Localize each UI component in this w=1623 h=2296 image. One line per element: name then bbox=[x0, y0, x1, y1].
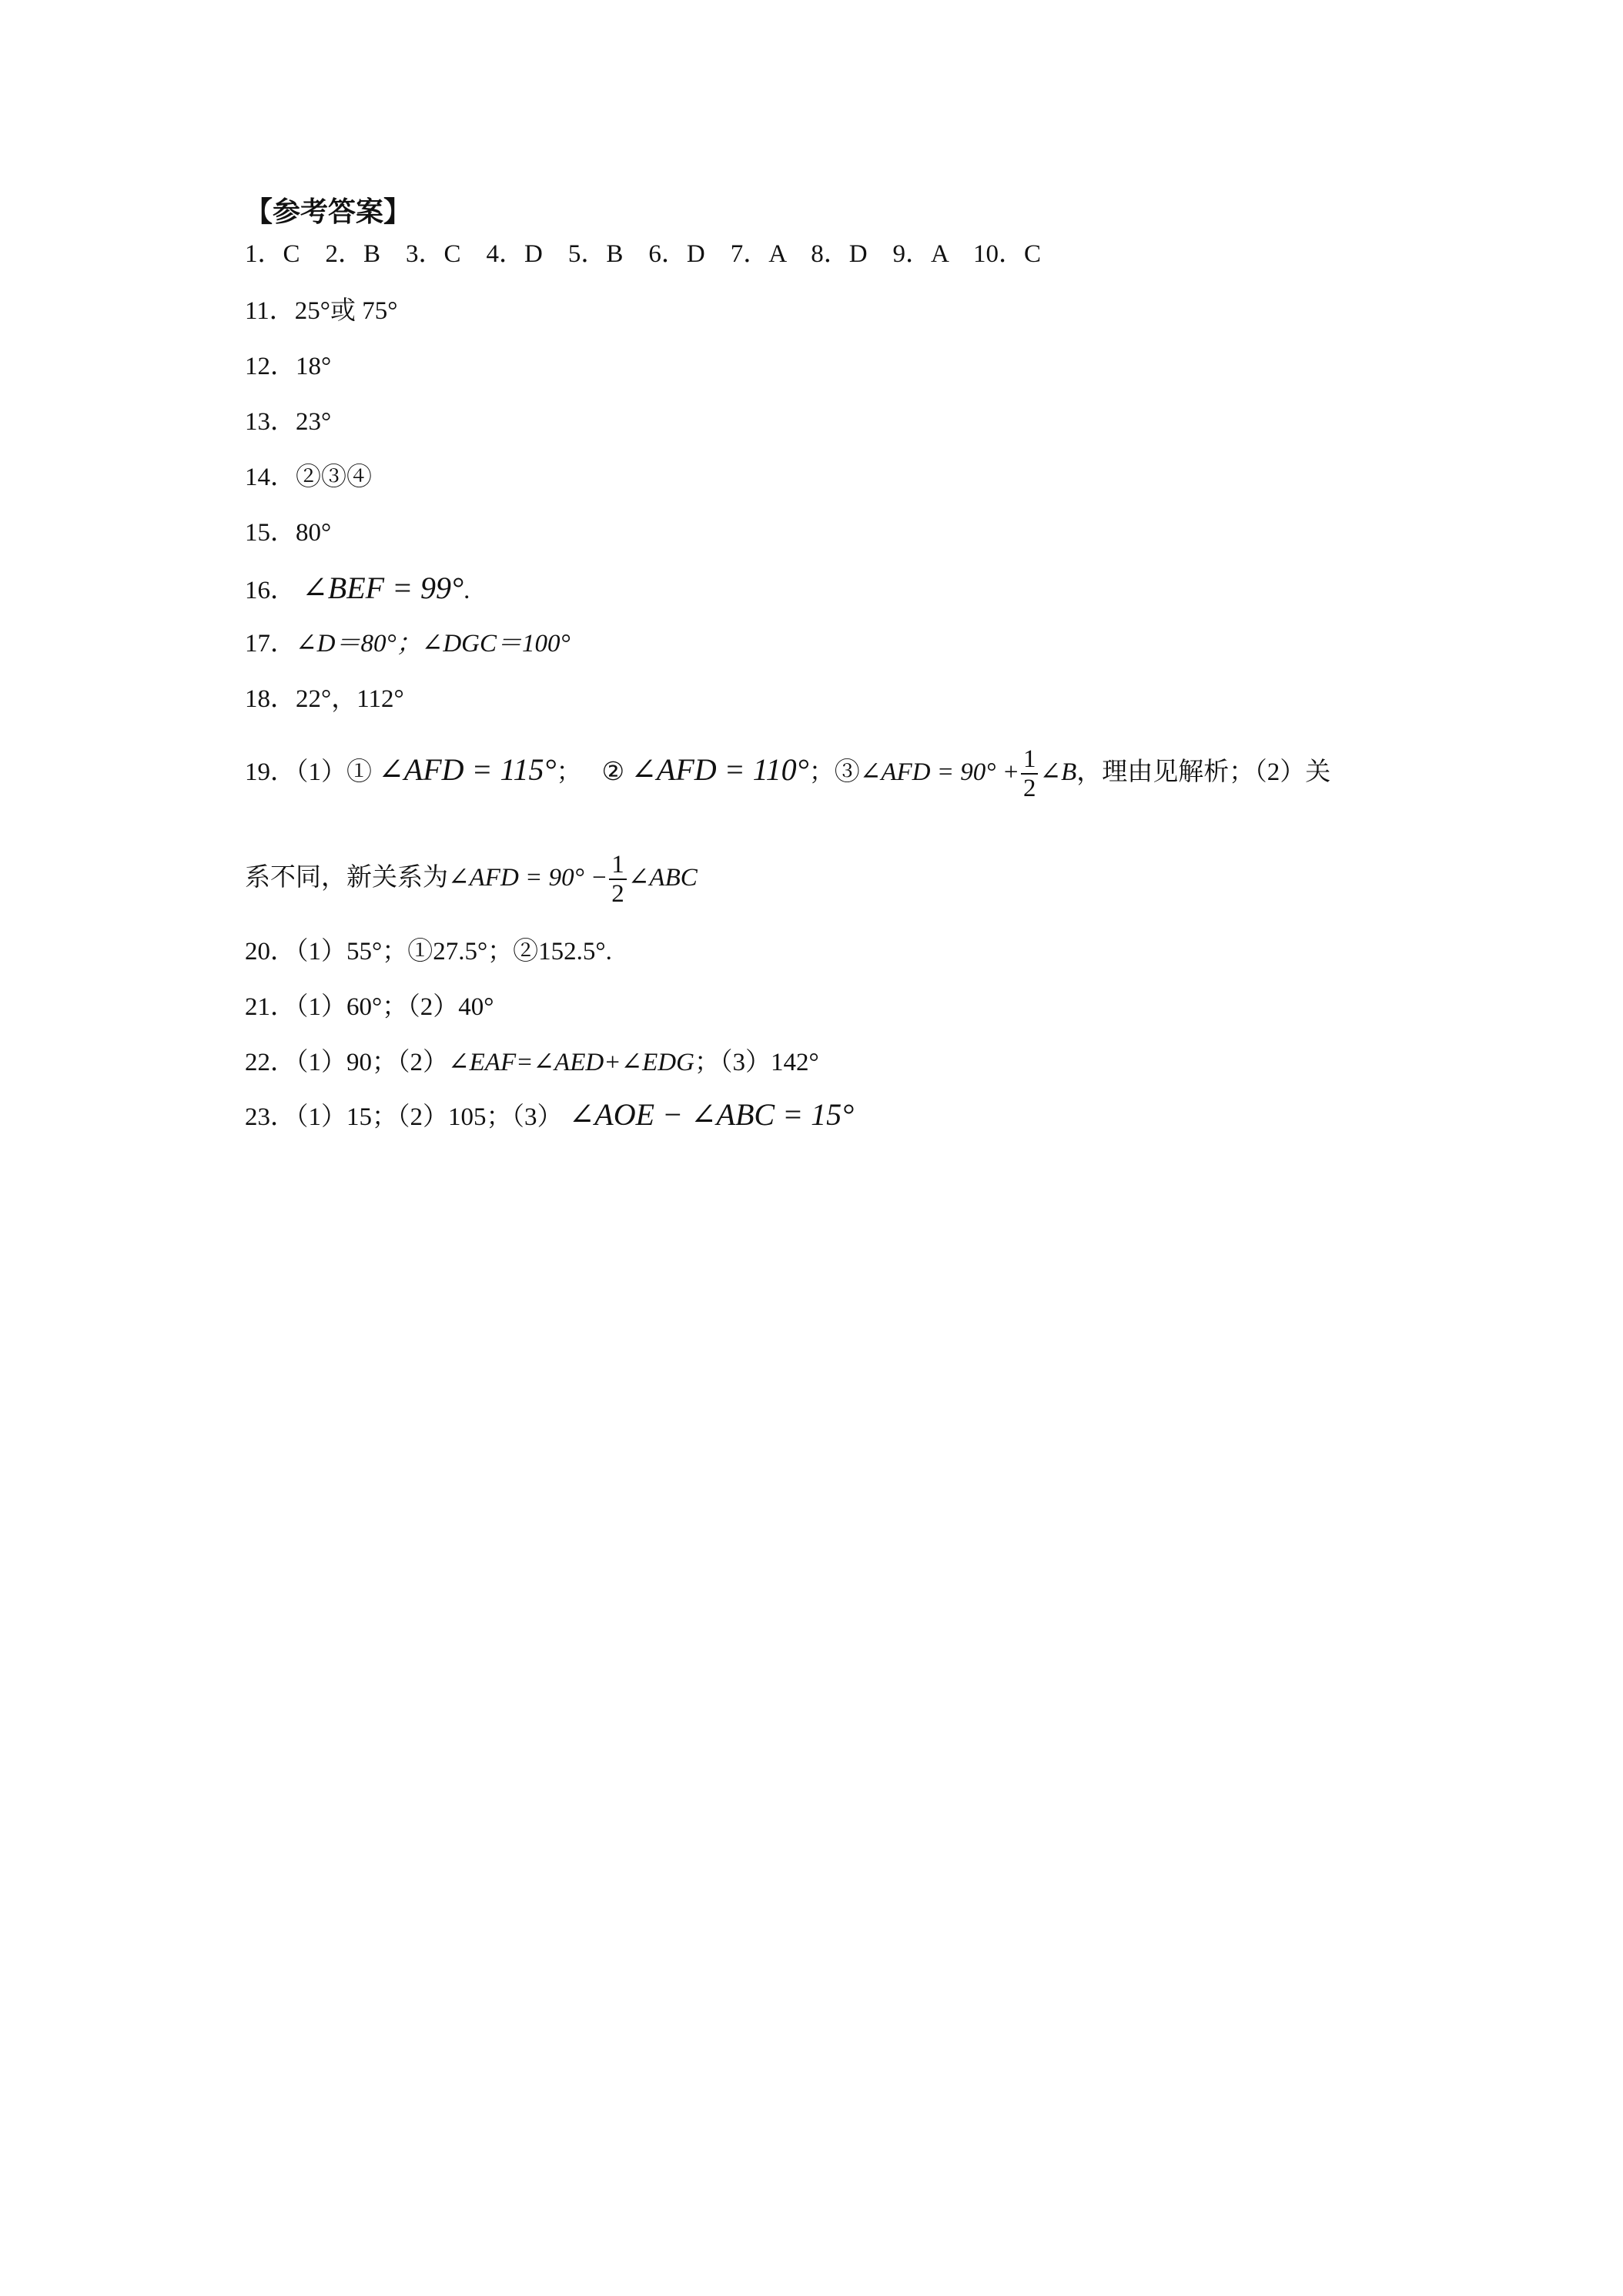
answer-16-number: 16． bbox=[245, 577, 296, 604]
fraction-denominator: 2 bbox=[1022, 775, 1036, 803]
answer-19-sep-1: ； bbox=[556, 758, 582, 786]
answer-heading: 【参考答案】 bbox=[245, 196, 412, 227]
answer-19-angle-b: ∠B bbox=[1039, 758, 1077, 786]
answer-21: 21．（1）60°；（2）40° bbox=[245, 993, 494, 1021]
answer-11: 11．25°或 75° bbox=[245, 297, 398, 325]
answer-19-marker-2: ② bbox=[601, 758, 625, 786]
answer-19-line2-expr: ∠AFD = 90° − bbox=[448, 864, 608, 892]
answer-23 bbox=[245, 1099, 854, 1133]
fraction-one-half-2 bbox=[609, 851, 627, 908]
answer-16-expression: ∠BEF = 99° bbox=[302, 571, 464, 605]
answer-19-line1 bbox=[245, 741, 1330, 802]
answer-23-expression: ∠AOE − ∠ABC = 15° bbox=[568, 1097, 855, 1132]
answer-19-expr-1: ∠AFD = 115° bbox=[378, 752, 557, 787]
answer-23-prefix: 23．（1）15；（2）105；（3） bbox=[245, 1103, 563, 1131]
answer-22-prefix: 22．（1）90；（2） bbox=[245, 1049, 448, 1076]
answer-20: 20．（1）55°；①27.5°；②152.5°. bbox=[245, 938, 612, 966]
answer-22-expression: ∠EAF=∠AED+∠EDG bbox=[448, 1049, 694, 1076]
fraction-denominator-2: 2 bbox=[611, 880, 624, 909]
answer-18: 18．22°，112° bbox=[245, 685, 404, 713]
answer-15: 15．80° bbox=[245, 519, 332, 547]
answer-16-period: . bbox=[463, 577, 470, 604]
answer-19-line2-text: 系不同，新关系为 bbox=[245, 864, 448, 892]
answer-13: 13．23° bbox=[245, 408, 332, 436]
answer-19-sep-2: ；③ bbox=[808, 758, 860, 786]
answers-1-10: 1．C 2．B 3．C 4．D 5．B 6．D 7．A 8．D 9．A 10．C bbox=[245, 240, 1042, 268]
answer-19-expr-3: ∠AFD = 90° + bbox=[859, 758, 1019, 786]
answer-16 bbox=[245, 573, 470, 606]
answer-22-suffix: ；（3）142° bbox=[694, 1049, 819, 1076]
answer-14: 14．②③④ bbox=[245, 464, 372, 491]
answer-17 bbox=[245, 628, 571, 659]
answer-19-line2 bbox=[245, 848, 698, 908]
answer-22 bbox=[245, 1047, 819, 1078]
answer-19-number: 19．（1）① bbox=[245, 758, 372, 786]
answer-19-reason-text: ，理由见解析；（2）关 bbox=[1076, 758, 1331, 786]
answer-17-text: ∠D＝80°；∠DGC＝100° bbox=[296, 630, 571, 658]
answer-19-angle-abc: ∠ABC bbox=[627, 864, 698, 892]
fraction-one-half bbox=[1021, 745, 1039, 802]
fraction-numerator-2: 1 bbox=[609, 851, 627, 880]
answer-19-expr-2: ∠AFD = 110° bbox=[631, 752, 809, 787]
fraction-numerator: 1 bbox=[1021, 745, 1039, 775]
answer-12: 12．18° bbox=[245, 353, 332, 380]
answer-17-number: 17． bbox=[245, 630, 296, 658]
